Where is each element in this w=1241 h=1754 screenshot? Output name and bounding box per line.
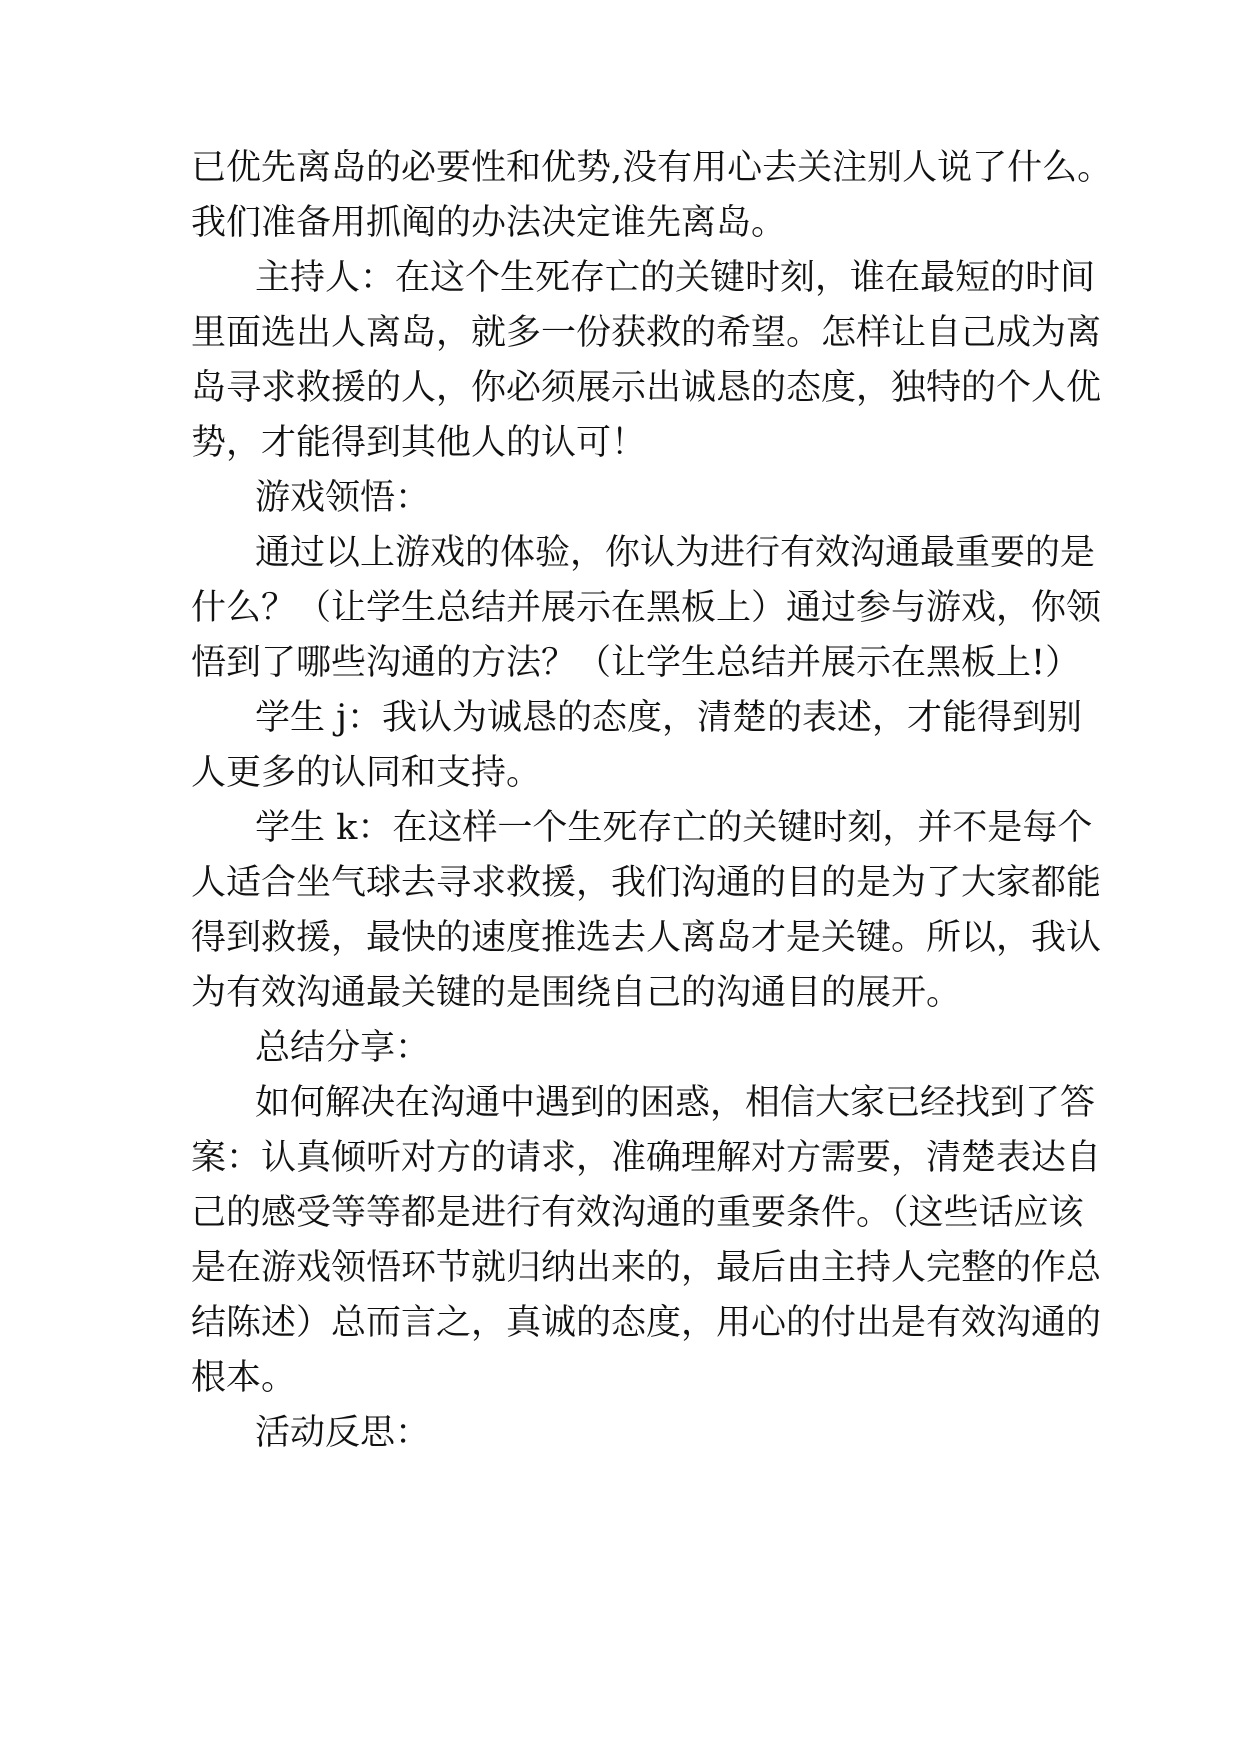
text-line: 己的感受等等都是进行有效沟通的重要条件。（这些话应该	[191, 1193, 1084, 1233]
section-heading: 游戏领悟：	[255, 478, 431, 518]
text-line: 如何解决在沟通中遇到的困惑，相信大家已经找到了答	[255, 1083, 1096, 1123]
text-line: 人更多的认同和支持。	[191, 753, 542, 793]
text-line: 人适合坐气球去寻求救援，我们沟通的目的是为了大家都能	[191, 863, 1102, 903]
text-line: 学生 k：在这样一个生死存亡的关键时刻，并不是每个	[255, 808, 1093, 848]
text-line: 岛寻求救援的人，你必须展示出诚恳的态度，独特的个人优	[191, 368, 1102, 408]
text-line: 得到救援，最快的速度推选去人离岛才是关键。所以，我认	[191, 918, 1102, 958]
section-heading: 总结分享：	[255, 1028, 431, 1068]
text-line: 我们准备用抓阄的办法决定谁先离岛。	[191, 203, 787, 243]
text-line: 悟到了哪些沟通的方法？（让学生总结并展示在黑板上!）	[191, 643, 1081, 683]
text-line: 学生 j：我认为诚恳的态度，清楚的表述，才能得到别	[255, 698, 1082, 738]
text-line: 什么？（让学生总结并展示在黑板上）通过参与游戏，你领	[191, 588, 1102, 628]
text-line: 是在游戏领悟环节就归纳出来的，最后由主持人完整的作总	[191, 1248, 1102, 1288]
text-line: 势，才能得到其他人的认可！	[191, 423, 647, 463]
section-heading: 活动反思：	[255, 1413, 431, 1453]
text-line: 主持人：在这个生死存亡的关键时刻，谁在最短的时间	[255, 258, 1096, 298]
text-line: 结陈述）总而言之，真诚的态度，用心的付出是有效沟通的	[191, 1303, 1102, 1343]
text-line: 根本。	[191, 1358, 297, 1398]
text-line: 为有效沟通最关键的是围绕自己的沟通目的展开。	[191, 973, 962, 1013]
text-line: 案：认真倾听对方的请求，准确理解对方需要，清楚表达自	[191, 1138, 1102, 1178]
text-line: 通过以上游戏的体验，你认为进行有效沟通最重要的是	[255, 533, 1096, 573]
text-line: 已优先离岛的必要性和优势,没有用心去关注别人说了什么。	[191, 148, 1113, 188]
text-line: 里面选出人离岛，就多一份获救的希望。怎样让自己成为离	[191, 313, 1102, 353]
